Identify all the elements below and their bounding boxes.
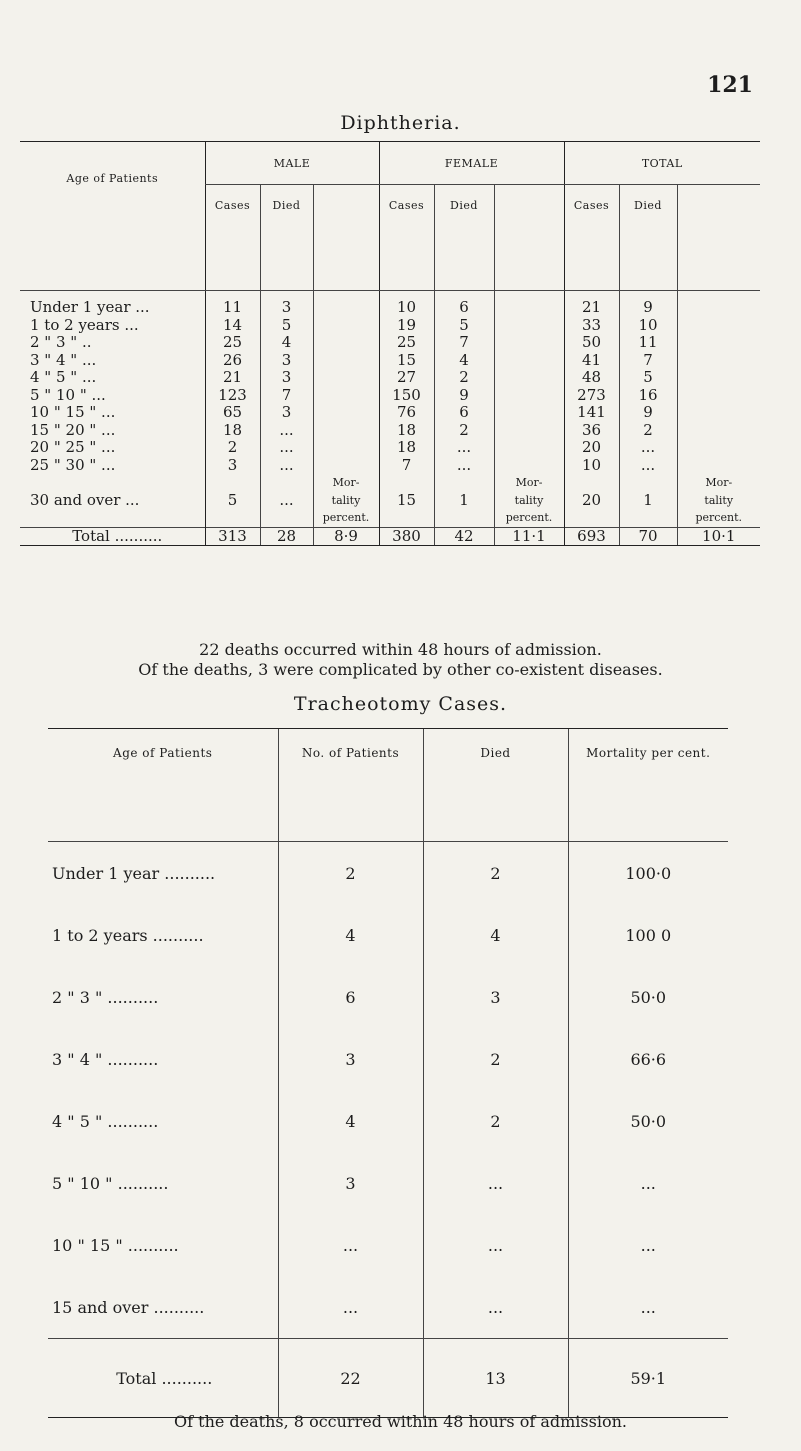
age-label: 30 and over ...: [30, 490, 140, 509]
value-cell: 50·0: [568, 1090, 728, 1152]
value-cell: 273: [564, 387, 619, 405]
value-cell: 3: [260, 291, 313, 317]
total-died-header: Died: [619, 185, 677, 291]
mortality-label-line: Mor-: [705, 476, 733, 489]
value-cell: ...: [434, 439, 494, 457]
age-label: 2 " 3 " ..: [30, 333, 92, 351]
mortality-cell: [677, 291, 760, 317]
female-total-cases: 380: [379, 527, 434, 546]
table-row: [48, 904, 728, 966]
value-cell: 4: [278, 1090, 423, 1152]
mortality-cell: [494, 387, 564, 405]
total-group-header: TOTAL: [564, 142, 760, 185]
value-cell: 141: [564, 404, 619, 422]
table-row: [20, 387, 760, 405]
table-row: [48, 842, 728, 905]
mortality-label-line: tality: [514, 493, 544, 507]
value-cell: 41: [564, 352, 619, 370]
mortality-cell: [313, 317, 379, 335]
value-cell: 4: [423, 904, 568, 966]
value-cell: 11: [205, 291, 260, 317]
value-cell: 7: [379, 457, 434, 475]
value-cell: 123: [205, 387, 260, 405]
mortality-cell: [677, 317, 760, 335]
age-label: 1 to 2 years ...: [30, 315, 139, 334]
mortality-cell: [494, 352, 564, 370]
age-column-header: Age of Patients: [20, 142, 205, 291]
age-label: 1 to 2 years ..........: [52, 925, 204, 945]
mortality-label-line: Mor-: [332, 476, 360, 489]
overall-mortality: 10·1: [677, 527, 760, 546]
value-cell: 18: [205, 422, 260, 440]
tracheotomy-heading: Tracheotomy Cases.: [293, 693, 508, 715]
t2-total-died: 13: [423, 1339, 568, 1418]
value-cell: 14: [205, 317, 260, 335]
value-cell: 10: [564, 457, 619, 475]
table-row: [48, 1214, 728, 1276]
table-row: [20, 404, 760, 422]
value-cell: 4: [260, 334, 313, 352]
diphtheria-table: [20, 141, 760, 546]
value-cell: ...: [260, 474, 313, 527]
value-cell: 3: [205, 457, 260, 475]
value-cell: 5: [260, 317, 313, 335]
value-cell: 36: [564, 422, 619, 440]
value-cell: 4: [278, 904, 423, 966]
value-cell: 5: [434, 317, 494, 335]
mortality-cell: [313, 291, 379, 317]
value-cell: 3: [278, 1152, 423, 1214]
mortality-cell: [677, 404, 760, 422]
total-mortality-header: [677, 185, 760, 291]
male-total-cases: 313: [205, 527, 260, 546]
value-cell: 9: [619, 291, 677, 317]
value-cell: 20: [564, 474, 619, 527]
mortality-cell: [677, 387, 760, 405]
value-cell: 3: [260, 352, 313, 370]
table-row: [20, 334, 760, 352]
age-label: 10 " 15 " ...: [30, 403, 116, 421]
value-cell: 27: [379, 369, 434, 387]
age-label: 25 " 30 " ...: [30, 455, 116, 474]
total-row: [20, 527, 760, 546]
overall-total-cases: 693: [564, 527, 619, 546]
value-cell: 9: [619, 404, 677, 422]
t2-total-patients: 22: [278, 1339, 423, 1418]
value-cell: 9: [434, 387, 494, 405]
mortality-cell: [677, 474, 760, 527]
value-cell: 3: [278, 1028, 423, 1090]
male-cases-header: Cases: [205, 185, 260, 291]
mortality-label-line: percent.: [505, 511, 553, 524]
value-cell: 25: [205, 334, 260, 352]
value-cell: 10: [619, 317, 677, 335]
value-cell: ...: [423, 1214, 568, 1276]
male-total-died: 28: [260, 527, 313, 546]
value-cell: 150: [379, 387, 434, 405]
value-cell: 65: [205, 404, 260, 422]
table-row: [48, 1152, 728, 1214]
table-row: [20, 352, 760, 370]
value-cell: 21: [564, 291, 619, 317]
female-cases-header: Cases: [379, 185, 434, 291]
t2-total-label: Total ..........: [48, 1339, 278, 1418]
mortality-cell: [313, 369, 379, 387]
mortality-cell: [313, 474, 379, 527]
mortality-cell: [313, 457, 379, 475]
value-cell: 2: [423, 1028, 568, 1090]
value-cell: ...: [423, 1152, 568, 1214]
age-label: 2 " 3 " ..........: [52, 987, 159, 1007]
mortality-cell: [494, 317, 564, 335]
value-cell: 18: [379, 439, 434, 457]
value-cell: ...: [619, 457, 677, 475]
mortality-cell: [313, 352, 379, 370]
table-row: [20, 291, 760, 317]
total-label: Total ..........: [20, 527, 205, 546]
value-cell: ...: [260, 439, 313, 457]
value-cell: 10: [379, 291, 434, 317]
mortality-cell: [494, 404, 564, 422]
value-cell: 25: [379, 334, 434, 352]
age-label: 20 " 25 " ...: [30, 438, 116, 456]
deaths-note: 22 deaths occurred within 48 hours of admission.: [199, 640, 602, 659]
value-cell: 7: [434, 334, 494, 352]
value-cell: 48: [564, 369, 619, 387]
table-row: [48, 966, 728, 1028]
value-cell: 19: [379, 317, 434, 335]
female-mortality-header: [494, 185, 564, 291]
table-row: [20, 369, 760, 387]
table-row: [20, 457, 760, 475]
value-cell: ...: [423, 1276, 568, 1339]
table-row: [20, 422, 760, 440]
value-cell: ...: [278, 1214, 423, 1276]
value-cell: 3: [260, 404, 313, 422]
value-cell: 21: [205, 369, 260, 387]
value-cell: 16: [619, 387, 677, 405]
value-cell: ...: [619, 439, 677, 457]
value-cell: ...: [434, 457, 494, 475]
age-label: 15 " 20 " ...: [30, 420, 116, 439]
value-cell: 6: [434, 404, 494, 422]
table-row: [20, 317, 760, 335]
t2-died-header: Died: [423, 729, 568, 842]
value-cell: 4: [434, 352, 494, 370]
t2-patients-header: No. of Patients: [278, 729, 423, 842]
male-died-header: Died: [260, 185, 313, 291]
value-cell: ...: [260, 422, 313, 440]
value-cell: ...: [568, 1152, 728, 1214]
t2-total-row: [48, 1339, 728, 1418]
table-row: [20, 474, 760, 527]
mortality-cell: [677, 422, 760, 440]
value-cell: 26: [205, 352, 260, 370]
female-total-died: 42: [434, 527, 494, 546]
male-mortality-header: [313, 185, 379, 291]
value-cell: 2: [423, 1090, 568, 1152]
table-row: [48, 1028, 728, 1090]
age-label: 4 " 5 " ...: [30, 368, 97, 386]
table-row: [20, 439, 760, 457]
value-cell: 100·0: [568, 842, 728, 905]
value-cell: 2: [434, 369, 494, 387]
value-cell: 50: [564, 334, 619, 352]
mortality-cell: [677, 439, 760, 457]
value-cell: 2: [434, 422, 494, 440]
mortality-cell: [494, 422, 564, 440]
value-cell: 15: [379, 352, 434, 370]
value-cell: ...: [568, 1214, 728, 1276]
mortality-cell: [313, 439, 379, 457]
value-cell: ...: [260, 457, 313, 475]
age-label: Under 1 year ..........: [52, 863, 216, 883]
value-cell: 7: [260, 387, 313, 405]
value-cell: ...: [568, 1276, 728, 1339]
female-group-header: FEMALE: [379, 142, 564, 185]
tracheotomy-table: [48, 728, 728, 1418]
mortality-cell: [494, 291, 564, 317]
age-label: Under 1 year ...: [30, 298, 150, 316]
mortality-cell: [494, 334, 564, 352]
page-heading: Diphtheria.: [340, 112, 461, 134]
mortality-label-line: tality: [331, 493, 361, 507]
mortality-cell: [677, 457, 760, 475]
age-label: 3 " 4 " ...: [30, 350, 97, 369]
t2-mortality-header: Mortality per cent.: [568, 729, 728, 842]
value-cell: 6: [278, 966, 423, 1028]
value-cell: 5: [205, 474, 260, 527]
value-cell: 3: [423, 966, 568, 1028]
table-row: [48, 1276, 728, 1339]
value-cell: 1: [619, 474, 677, 527]
value-cell: 2: [423, 842, 568, 905]
page-number: 121: [707, 72, 753, 98]
age-label: 5 " 10 " ...: [30, 385, 106, 404]
mortality-label-line: tality: [704, 493, 734, 507]
age-label: 5 " 10 " ..........: [52, 1173, 169, 1193]
value-cell: 15: [379, 474, 434, 527]
male-mortality: 8·9: [313, 527, 379, 546]
age-label: 10 " 15 " ..........: [52, 1235, 179, 1255]
value-cell: 6: [434, 291, 494, 317]
age-label: 15 and over ..........: [52, 1297, 205, 1317]
mortality-cell: [494, 474, 564, 527]
value-cell: 2: [619, 422, 677, 440]
overall-total-died: 70: [619, 527, 677, 546]
mortality-cell: [313, 387, 379, 405]
value-cell: 50·0: [568, 966, 728, 1028]
value-cell: 7: [619, 352, 677, 370]
value-cell: 18: [379, 422, 434, 440]
female-died-header: Died: [434, 185, 494, 291]
age-label: 3 " 4 " ..........: [52, 1049, 159, 1069]
value-cell: ...: [278, 1276, 423, 1339]
total-cases-header: Cases: [564, 185, 619, 291]
value-cell: 3: [260, 369, 313, 387]
mortality-cell: [677, 334, 760, 352]
mortality-cell: [313, 404, 379, 422]
value-cell: 100 0: [568, 904, 728, 966]
mortality-label-line: percent.: [322, 511, 370, 524]
mortality-cell: [494, 457, 564, 475]
value-cell: 5: [619, 369, 677, 387]
value-cell: 76: [379, 404, 434, 422]
t2-total-mortality: 59·1: [568, 1339, 728, 1418]
male-group-header: MALE: [205, 142, 379, 185]
complications-note: Of the deaths, 3 were complicated by other co-existent diseases.: [138, 660, 663, 679]
mortality-cell: [677, 369, 760, 387]
mortality-label-line: percent.: [695, 511, 742, 524]
mortality-cell: [313, 334, 379, 352]
age-label: 4 " 5 " ..........: [52, 1111, 159, 1131]
mortality-cell: [494, 369, 564, 387]
mortality-cell: [313, 422, 379, 440]
value-cell: 1: [434, 474, 494, 527]
mortality-cell: [494, 439, 564, 457]
value-cell: 66·6: [568, 1028, 728, 1090]
value-cell: 2: [278, 842, 423, 905]
table-row: [48, 1090, 728, 1152]
female-mortality: 11·1: [494, 527, 564, 546]
value-cell: 11: [619, 334, 677, 352]
t2-age-header: Age of Patients: [48, 729, 278, 842]
tracheotomy-note: Of the deaths, 8 occurred within 48 hours of admission.: [174, 1412, 627, 1431]
value-cell: 2: [205, 439, 260, 457]
mortality-cell: [677, 352, 760, 370]
value-cell: 33: [564, 317, 619, 335]
value-cell: 20: [564, 439, 619, 457]
mortality-label-line: Mor-: [515, 476, 543, 489]
